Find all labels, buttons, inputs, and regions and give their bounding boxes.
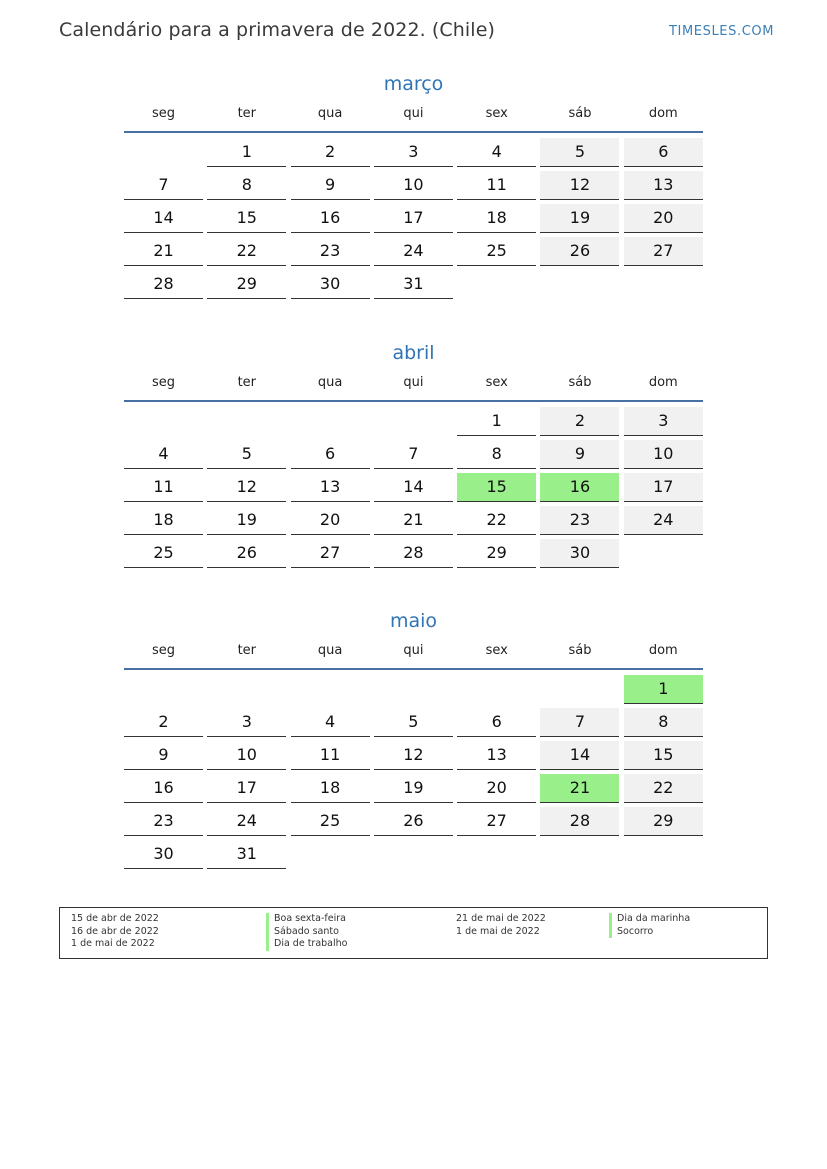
day-cell: 23 <box>540 506 619 535</box>
day-cell: 20 <box>291 506 370 535</box>
day-cell: 10 <box>207 741 286 770</box>
empty-cell <box>457 675 536 703</box>
empty-cell <box>374 675 453 703</box>
day-cell: 29 <box>457 539 536 568</box>
legend-holiday-name: Boa sexta-feira <box>266 913 347 926</box>
day-cell: 7 <box>540 708 619 737</box>
empty-cell <box>374 407 453 435</box>
day-grid <box>124 675 703 869</box>
day-cell: 6 <box>624 138 703 167</box>
day-cell: 8 <box>207 171 286 200</box>
day-cell: 9 <box>540 440 619 469</box>
weekday-label: seg <box>151 643 176 658</box>
day-cell: 19 <box>374 774 453 803</box>
weekday-header <box>124 371 703 402</box>
day-cell: 15 <box>624 741 703 770</box>
day-cell: 8 <box>457 440 536 469</box>
weekday-label: dom <box>648 643 678 658</box>
day-cell: 25 <box>457 237 536 266</box>
day-cell: 16 <box>291 204 370 233</box>
day-cell: 24 <box>374 237 453 266</box>
weekday-label: sáb <box>568 375 592 390</box>
legend-date: 15 de abr de 2022 <box>71 913 159 924</box>
day-cell: 12 <box>207 473 286 502</box>
weekday-label: sex <box>485 375 508 390</box>
day-cell: 10 <box>374 171 453 200</box>
weekday-header <box>124 639 703 670</box>
weekday-label: sáb <box>568 643 592 658</box>
legend-date: 1 de mai de 2022 <box>71 938 155 949</box>
day-cell: 2 <box>124 708 203 737</box>
day-cell: 1 <box>207 138 286 167</box>
day-cell: 31 <box>207 840 286 869</box>
day-cell: 11 <box>124 473 203 502</box>
weekday-label: qui <box>403 106 424 121</box>
empty-cell <box>291 407 370 435</box>
day-cell: 25 <box>291 807 370 836</box>
day-cell: 13 <box>291 473 370 502</box>
day-cell: 18 <box>291 774 370 803</box>
weekday-label: qua <box>317 375 343 390</box>
month-calendar <box>124 603 703 869</box>
weekday-header <box>124 102 703 133</box>
legend-date: 21 de mai de 2022 <box>456 913 546 924</box>
month-title: maio <box>389 610 438 632</box>
day-cell: 31 <box>374 270 453 299</box>
day-cell: 30 <box>540 539 619 568</box>
empty-cell <box>124 675 203 703</box>
weekday-label: qui <box>403 643 424 658</box>
month-title: abril <box>392 342 435 364</box>
weekday-label: qui <box>403 375 424 390</box>
day-cell: 14 <box>124 204 203 233</box>
day-cell: 26 <box>540 237 619 266</box>
day-cell: 5 <box>540 138 619 167</box>
day-cell: 3 <box>207 708 286 737</box>
month-calendar <box>124 66 703 299</box>
day-cell-holiday: 16 <box>540 473 619 502</box>
day-cell: 16 <box>124 774 203 803</box>
day-cell: 7 <box>374 440 453 469</box>
day-cell: 18 <box>457 204 536 233</box>
legend-holiday-name: Dia da marinha <box>609 913 690 926</box>
empty-cell <box>207 675 286 703</box>
day-cell: 12 <box>374 741 453 770</box>
day-cell: 17 <box>624 473 703 502</box>
weekday-label: seg <box>151 375 176 390</box>
page-title: Calendário para a primavera de 2022. (Chile) <box>59 19 495 41</box>
day-cell: 8 <box>624 708 703 737</box>
weekday-label: sex <box>485 106 508 121</box>
day-cell: 1 <box>457 407 536 436</box>
day-cell: 27 <box>291 539 370 568</box>
day-cell: 12 <box>540 171 619 200</box>
legend-date: 16 de abr de 2022 <box>71 925 159 937</box>
day-cell: 13 <box>457 741 536 770</box>
day-cell: 9 <box>291 171 370 200</box>
day-cell: 14 <box>540 741 619 770</box>
legend-holiday-name: Sábado santo <box>266 926 347 939</box>
day-cell: 3 <box>624 407 703 436</box>
day-cell-holiday: 1 <box>624 675 703 704</box>
day-cell: 27 <box>624 237 703 266</box>
day-cell: 24 <box>624 506 703 535</box>
day-cell: 26 <box>374 807 453 836</box>
day-cell: 23 <box>124 807 203 836</box>
day-cell: 6 <box>457 708 536 737</box>
day-cell: 22 <box>457 506 536 535</box>
day-cell: 10 <box>624 440 703 469</box>
empty-cell <box>124 407 203 435</box>
day-cell: 17 <box>374 204 453 233</box>
day-cell: 13 <box>624 171 703 200</box>
day-cell: 2 <box>291 138 370 167</box>
weekday-label: ter <box>237 643 257 658</box>
weekday-label: dom <box>648 106 678 121</box>
day-cell: 22 <box>207 237 286 266</box>
day-cell: 19 <box>207 506 286 535</box>
weekday-label: seg <box>151 106 176 121</box>
empty-cell <box>207 407 286 435</box>
day-cell: 4 <box>457 138 536 167</box>
weekday-label: ter <box>237 106 257 121</box>
legend-holiday-name: Dia de trabalho <box>266 938 347 951</box>
empty-cell <box>540 675 619 703</box>
weekday-label: sáb <box>568 106 592 121</box>
empty-cell <box>124 138 203 166</box>
day-cell: 27 <box>457 807 536 836</box>
weekday-label: dom <box>648 375 678 390</box>
day-cell: 2 <box>540 407 619 436</box>
day-cell: 5 <box>207 440 286 469</box>
day-cell: 9 <box>124 741 203 770</box>
day-cell: 29 <box>207 270 286 299</box>
day-cell: 6 <box>291 440 370 469</box>
day-cell: 4 <box>291 708 370 737</box>
day-cell: 28 <box>540 807 619 836</box>
day-cell: 23 <box>291 237 370 266</box>
day-cell: 3 <box>374 138 453 167</box>
day-cell: 11 <box>291 741 370 770</box>
weekday-label: qua <box>317 643 343 658</box>
brand-link[interactable]: TIMESLES.COM <box>669 24 775 39</box>
day-cell: 19 <box>540 204 619 233</box>
day-cell: 20 <box>457 774 536 803</box>
weekday-label: sex <box>485 643 508 658</box>
legend-holiday-name: Socorro <box>609 926 690 939</box>
day-cell-holiday: 21 <box>540 774 619 803</box>
day-cell: 20 <box>624 204 703 233</box>
month-calendar <box>124 335 703 568</box>
day-cell: 28 <box>124 270 203 299</box>
weekday-label: qua <box>317 106 343 121</box>
day-cell: 29 <box>624 807 703 836</box>
day-cell: 30 <box>124 840 203 869</box>
day-cell: 5 <box>374 708 453 737</box>
day-cell: 30 <box>291 270 370 299</box>
day-cell: 17 <box>207 774 286 803</box>
legend-date: 1 de mai de 2022 <box>456 925 540 937</box>
day-cell: 25 <box>124 539 203 568</box>
day-grid <box>124 138 703 299</box>
day-cell: 18 <box>124 506 203 535</box>
day-cell: 26 <box>207 539 286 568</box>
weekday-label: ter <box>237 375 257 390</box>
day-cell: 21 <box>374 506 453 535</box>
day-grid <box>124 407 703 568</box>
day-cell: 14 <box>374 473 453 502</box>
day-cell: 21 <box>124 237 203 266</box>
holiday-legend <box>59 907 768 959</box>
day-cell: 24 <box>207 807 286 836</box>
day-cell: 4 <box>124 440 203 469</box>
month-title: março <box>383 73 444 95</box>
day-cell: 7 <box>124 171 203 200</box>
day-cell: 28 <box>374 539 453 568</box>
day-cell: 22 <box>624 774 703 803</box>
empty-cell <box>291 675 370 703</box>
day-cell: 11 <box>457 171 536 200</box>
day-cell-holiday: 15 <box>457 473 536 502</box>
day-cell: 15 <box>207 204 286 233</box>
